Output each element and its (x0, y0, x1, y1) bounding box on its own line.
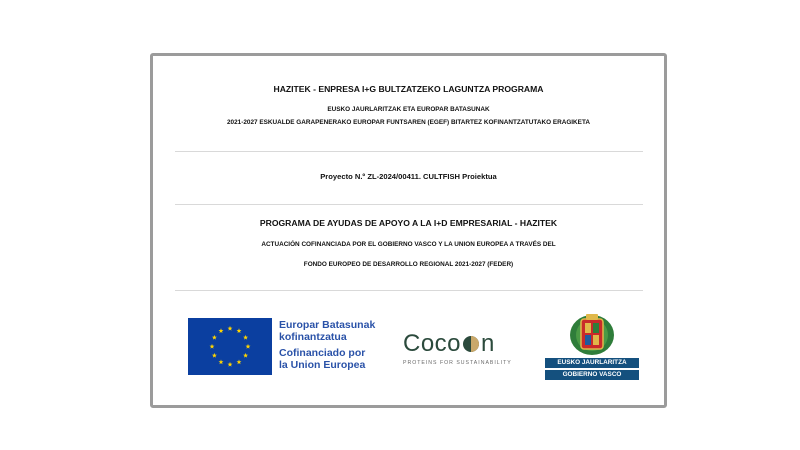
project-label: Proyecto N.º ZL-2024/00411. CULTFISH Proiektua (320, 172, 497, 181)
cocoon-wordmark-end: n (481, 330, 495, 357)
eu-star (237, 328, 242, 333)
document-content (153, 56, 664, 405)
document-frame (150, 53, 667, 408)
eu-star (246, 344, 251, 349)
eu-star (212, 335, 217, 340)
eu-text-line-1: Europar Batasunak (279, 319, 376, 331)
gobierno-vasco-band-2: GOBIERNO VASCO (545, 370, 639, 380)
eu-text-line-2: kofinantzatua (279, 330, 347, 343)
spanish-line-2: FONDO EUROPEO DE DESARROLLO REGIONAL 2021-2027 (FEDER) (303, 261, 514, 268)
eu-star (210, 344, 215, 349)
cocoon-o-icon (462, 335, 480, 353)
divider-1 (175, 151, 643, 152)
gobierno-vasco-logo (545, 311, 639, 381)
cocoon-wordmark-start: Coco (403, 330, 462, 357)
divider-2 (175, 204, 643, 205)
eu-flag-logo (188, 318, 272, 375)
divider-3 (175, 290, 643, 291)
eu-star (243, 335, 248, 340)
eu-star (212, 353, 217, 358)
cocoon-tagline: PROTEINS FOR SUSTAINABILITY (403, 360, 512, 366)
eu-cofinance-text (279, 320, 375, 371)
eu-stars-icon (188, 318, 272, 375)
eu-text-line-4: la Union Europea (279, 358, 366, 371)
eu-star (228, 362, 233, 367)
gobierno-vasco-emblem-icon (545, 311, 639, 357)
eu-text-line-3: Cofinanciado por (279, 347, 366, 359)
eu-star (219, 359, 224, 364)
spanish-line-1: ACTUACIÓN COFINANCIADA POR EL GOBIERNO VASCO Y LA UNION EUROPEA A TRAVÉS DEL (261, 241, 556, 248)
eu-star (219, 328, 224, 333)
eu-star (243, 353, 248, 358)
eu-star (237, 359, 242, 364)
header-title: HAZITEK - ENPRESA I+G BULTZATZEKO LAGUNTZA PROGRAMA (273, 84, 544, 94)
gobierno-vasco-band-1: EUSKO JAURLARITZA (545, 358, 639, 368)
header-line-2: 2021-2027 ESKUALDE GARAPENERAKO EUROPAR FUNTSAREN (EGEF) BITARTEZ KOFINANTZATUTAKO ERAGIKETA (227, 119, 590, 126)
cocoon-logo (403, 332, 523, 366)
header-line-1: EUSKO JAURLARITZAK ETA EUROPAR BATASUNAK (327, 106, 490, 113)
eu-star (228, 326, 233, 331)
cocoon-wordmark (403, 332, 523, 356)
spanish-title: PROGRAMA DE AYUDAS DE APOYO A LA I+D EMPRESARIAL - HAZITEK (259, 218, 558, 228)
